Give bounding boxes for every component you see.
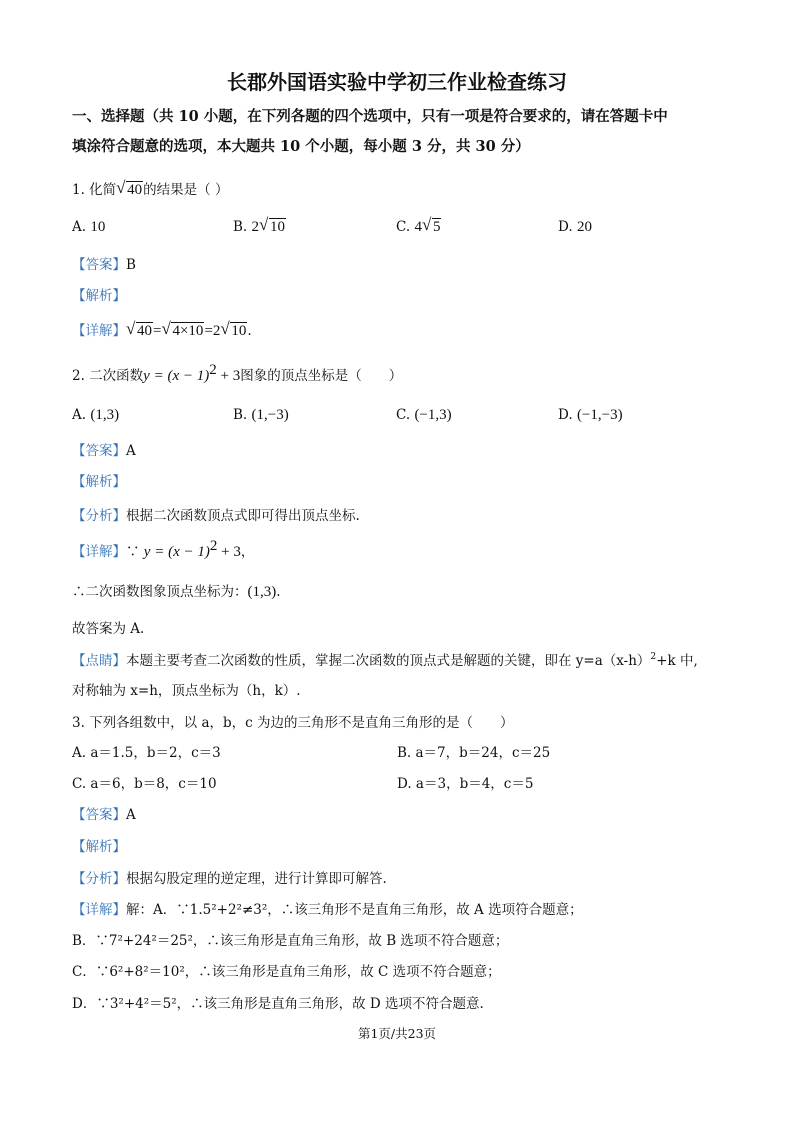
fenxi-text: 根据勾股定理的逆定理，进行计算即可解答. bbox=[126, 871, 387, 887]
section-heading-line1: 一、选择题（共 10 小题，在下列各题的四个选项中，只有一项是符合要求的，请在答题卡中 bbox=[72, 108, 668, 125]
detail-eq: = bbox=[153, 323, 162, 339]
q2-stem bbox=[72, 362, 403, 386]
q1-option-d bbox=[558, 217, 592, 237]
option-label: B. bbox=[233, 407, 248, 423]
answer-label: 【答案】 bbox=[72, 807, 126, 823]
option-label: D. bbox=[558, 219, 573, 235]
q1-stem bbox=[72, 180, 228, 200]
detail-end: . bbox=[247, 323, 252, 339]
option-coef: 4 bbox=[414, 219, 422, 235]
q3-fenxi bbox=[72, 869, 387, 889]
answer-label: 【答案】 bbox=[72, 257, 126, 273]
q1-radicand: 40 bbox=[127, 182, 143, 198]
conclusion-text: ∴二次函数图象顶点坐标为： bbox=[72, 584, 248, 600]
option-label: C. bbox=[396, 219, 411, 235]
option-label: A. bbox=[72, 219, 87, 235]
q1-answer bbox=[72, 255, 136, 275]
detail-radicand: 10 bbox=[231, 323, 247, 339]
detail-sqrt-1 bbox=[127, 321, 153, 341]
q2-dianjing-line1 bbox=[72, 651, 698, 671]
fenxi-text: 根据二次函数顶点式即可得出顶点坐标. bbox=[126, 508, 360, 524]
detail-sqrt-3 bbox=[221, 321, 247, 341]
q2-fenxi bbox=[72, 506, 360, 526]
q3-stem: 3. 下列各组数中，以 a，b，c 为边的三角形不是直角三角形的是（ ） bbox=[72, 715, 514, 731]
q3-answer bbox=[72, 805, 136, 825]
option-sqrt bbox=[423, 217, 442, 237]
dianjing-text: 本题主要考查二次函数的性质，掌握二次函数的顶点式是解题的关键，即在 y=a（x-h） bbox=[126, 653, 651, 669]
option-label: B. bbox=[233, 219, 248, 235]
q2-formula-post: + 3 bbox=[216, 368, 241, 384]
option-value: 20 bbox=[576, 219, 592, 235]
option-label: D. bbox=[558, 407, 573, 423]
option-value: (−1,−3) bbox=[576, 407, 623, 423]
dianjing-label: 【点睛】 bbox=[72, 653, 126, 669]
q1-option-b bbox=[233, 217, 286, 237]
q2-stem-pre: 2. 二次函数 bbox=[72, 368, 144, 384]
q1-analysis-label: 【解析】 bbox=[72, 288, 126, 304]
answer-value: B bbox=[126, 257, 136, 273]
q2-option-b bbox=[233, 405, 289, 425]
q2-analysis-label: 【解析】 bbox=[72, 474, 126, 490]
q1-option-a bbox=[72, 217, 105, 237]
option-value: (1,−3) bbox=[251, 407, 289, 423]
fenxi-label: 【分析】 bbox=[72, 871, 126, 887]
detail-radicand: 4×10 bbox=[172, 323, 204, 339]
q2-dianjing-line2: 对称轴为 x=h，顶点坐标为（h，k）. bbox=[72, 683, 301, 699]
option-label: A. bbox=[72, 407, 87, 423]
q3-detail-c: C．∵6²+8²＝10²，∴该三角形是直角三角形，故 C 选项不符合题意； bbox=[72, 964, 501, 980]
option-radicand: 10 bbox=[270, 219, 286, 235]
option-value: (−1,3) bbox=[414, 407, 452, 423]
q1-stem-pre: 1. 化简 bbox=[72, 182, 117, 198]
detail-text: 解：A．∵1.5²+2²≠3²，∴该三角形不是直角三角形，故 A 选项符合题意； bbox=[126, 902, 583, 918]
q3-detail-a bbox=[72, 900, 583, 920]
option-value: (1,3) bbox=[90, 407, 120, 423]
detail-formula-exp: 2 bbox=[209, 538, 218, 554]
q3-option-a: A. a＝1.5，b＝2，c＝3 bbox=[72, 745, 221, 761]
option-sqrt bbox=[260, 217, 286, 237]
detail-because: ∵ bbox=[126, 544, 140, 560]
detail-radicand: 40 bbox=[137, 323, 152, 339]
conclusion-value: (1,3) bbox=[247, 584, 277, 600]
q1-detail bbox=[72, 321, 252, 341]
q2-result: 故答案为 A. bbox=[72, 621, 145, 637]
detail-label: 【详解】 bbox=[72, 544, 126, 560]
q2-formula: y = (x − 1) bbox=[143, 368, 210, 384]
q2-option-c bbox=[396, 405, 452, 425]
q2-formula-exp: 2 bbox=[209, 362, 217, 378]
option-coef: 2 bbox=[251, 219, 260, 235]
q2-conclusion bbox=[72, 582, 281, 602]
section-heading-line2: 填涂符合题意的选项，本大题共 10 个小题，每小题 3 分，共 30 分） bbox=[72, 138, 530, 155]
detail-label: 【详解】 bbox=[72, 323, 126, 339]
answer-value: A bbox=[126, 443, 136, 459]
detail-label: 【详解】 bbox=[72, 902, 126, 918]
option-value: 10 bbox=[90, 219, 106, 235]
page-footer: 第1页/共23页 bbox=[357, 1026, 437, 1041]
fenxi-label: 【分析】 bbox=[72, 508, 126, 524]
q1-sqrt bbox=[117, 180, 143, 200]
q2-option-a bbox=[72, 405, 119, 425]
q2-option-d bbox=[558, 405, 623, 425]
dianjing-text-end: +k 中, bbox=[656, 653, 698, 669]
detail-eq: =2 bbox=[204, 323, 221, 339]
q2-stem-post: 图象的顶点坐标是（ ） bbox=[240, 368, 403, 384]
detail-formula: y = (x − 1) bbox=[143, 544, 210, 560]
dianjing-exp: 2 bbox=[650, 652, 657, 662]
answer-label: 【答案】 bbox=[72, 443, 126, 459]
q2-detail bbox=[72, 538, 255, 562]
q3-analysis-label: 【解析】 bbox=[72, 839, 126, 855]
option-label: C. bbox=[396, 407, 411, 423]
q3-detail-b: B．∵7²+24²＝25²，∴该三角形是直角三角形，故 B 选项不符合题意； bbox=[72, 933, 509, 949]
answer-value: A bbox=[126, 807, 136, 823]
q3-option-b: B. a＝7，b＝24，c＝25 bbox=[397, 745, 551, 761]
q2-answer bbox=[72, 441, 136, 461]
detail-formula-post: + 3 bbox=[217, 544, 241, 560]
q1-option-c bbox=[396, 217, 441, 237]
detail-sqrt-2 bbox=[162, 321, 204, 341]
q3-option-c: C. a＝6，b＝8，c＝10 bbox=[72, 776, 217, 792]
q1-stem-post: 的结果是（ ） bbox=[143, 182, 229, 198]
detail-end: ， bbox=[240, 544, 255, 560]
option-radicand: 5 bbox=[432, 219, 441, 235]
q3-option-d: D. a＝3，b＝4，c＝5 bbox=[397, 776, 534, 792]
conclusion-end: . bbox=[276, 584, 281, 600]
q3-detail-d: D．∵3²+4²＝5²，∴该三角形是直角三角形，故 D 选项不符合题意. bbox=[72, 996, 484, 1012]
page-title: 长郡外国语实验中学初三作业检查练习 bbox=[227, 70, 567, 94]
